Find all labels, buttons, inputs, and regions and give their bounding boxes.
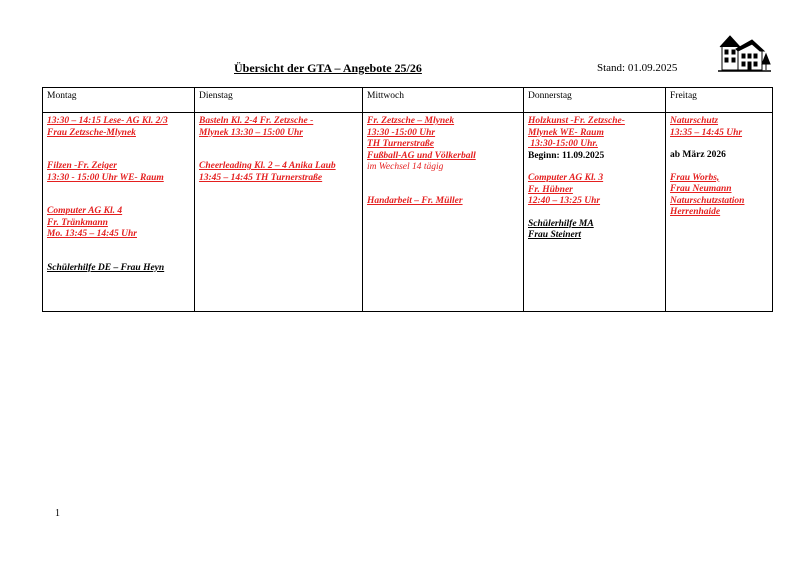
offer-line: Mlynek WE- Raum (528, 127, 604, 138)
cell-donnerstag (524, 113, 666, 312)
offer-fussball-ag (367, 116, 519, 162)
page-number: 1 (55, 508, 60, 519)
offer-line: Fußball-AG und Völkerball (367, 150, 476, 161)
offer-line: Cheerleading Kl. 2 – 4 Anika Laub (199, 161, 336, 171)
offer-line: Holzkunst -Fr. Zetzsche- (528, 116, 625, 126)
offer-line: Mlynek 13:30 – 15:00 Uhr (199, 127, 303, 138)
offers-row (43, 113, 773, 312)
offer-line: Fr. Hübner (528, 184, 573, 195)
offer-computer-ag-3 (528, 173, 661, 208)
offer-line: 13:30-15:00 Uhr. (528, 139, 598, 149)
offer-line: Frau Steinert (528, 230, 582, 240)
offer-handarbeit: Handarbeit – Fr. Müller (367, 195, 463, 206)
offer-line: Mo. 13:45 – 14:45 Uhr (47, 229, 137, 239)
offer-line: 13:30 -15:00 Uhr (367, 127, 436, 138)
offer-line: Fr. Tränkmann (47, 217, 108, 228)
offer-line: Naturschutzstation (670, 195, 745, 206)
offer-holzkunst (528, 116, 661, 151)
day-header-freitag: Freitag (666, 88, 773, 113)
page-title: Übersicht der GTA – Angebote 25/26 (234, 61, 422, 75)
school-building-icon (716, 30, 772, 74)
offer-start-date: ab März 2026 (670, 150, 726, 160)
stand-date: Stand: 01.09.2025 (597, 62, 678, 74)
day-header-mittwoch: Mittwoch (363, 88, 524, 113)
offer-line: 13:30 - 15:00 Uhr WE- Raum (47, 172, 164, 183)
offer-computer-ag-4 (47, 206, 190, 241)
offer-line: Filzen -Fr. Zeiger (47, 161, 117, 171)
cell-freitag (666, 113, 773, 312)
offer-line: Naturschutz (670, 116, 719, 126)
offer-line: Herrenhaide (670, 207, 721, 217)
offer-start-date: Beginn: 11.09.2025 (528, 150, 605, 161)
day-header-dienstag: Dienstag (195, 88, 363, 113)
offer-schuelerhilfe-ma (528, 219, 661, 242)
offer-basteln (199, 116, 358, 139)
cell-dienstag (195, 113, 363, 312)
offer-naturschutz (670, 116, 768, 139)
offer-line: Frau Neumann (670, 184, 732, 194)
offer-schuelerhilfe-de: Schülerhilfe DE – Frau Heyn (47, 262, 165, 273)
offer-line: Basteln Kl. 2-4 Fr. Zetzsche - (199, 116, 314, 126)
schedule-table (42, 87, 773, 312)
offer-line: Computer AG Kl. 3 (528, 173, 604, 183)
offer-note-wechsel: im Wechsel 14 tägig (367, 162, 444, 172)
header-row (43, 88, 773, 113)
offer-line: 13:45 – 14:45 TH Turnerstraße (199, 172, 323, 183)
offer-line: Schülerhilfe MA (528, 218, 594, 229)
offer-line: 13:30 – 14:15 Lese- AG Kl. 2/3 (47, 116, 168, 126)
offer-line: 13:35 – 14:45 Uhr (670, 127, 743, 138)
offer-line: TH Turnerstraße (367, 139, 434, 149)
offer-line: 12:40 – 13:25 Uhr (528, 196, 601, 206)
offer-line: Computer AG Kl. 4 (47, 206, 123, 216)
offer-lese-ag (47, 116, 190, 139)
offer-cheerleading (199, 161, 358, 184)
cell-montag (43, 113, 195, 312)
cell-mittwoch (363, 113, 524, 312)
day-header-donnerstag: Donnerstag (524, 88, 666, 113)
offer-filzen (47, 161, 190, 184)
offer-line: Fr. Zetzsche – Mlynek (367, 116, 455, 126)
offer-line: Frau Zetzsche-Mlynek (47, 127, 136, 138)
day-header-montag: Montag (43, 88, 195, 113)
offer-naturschutz-contacts (670, 173, 768, 219)
offer-line: Frau Worbs, (670, 172, 720, 183)
